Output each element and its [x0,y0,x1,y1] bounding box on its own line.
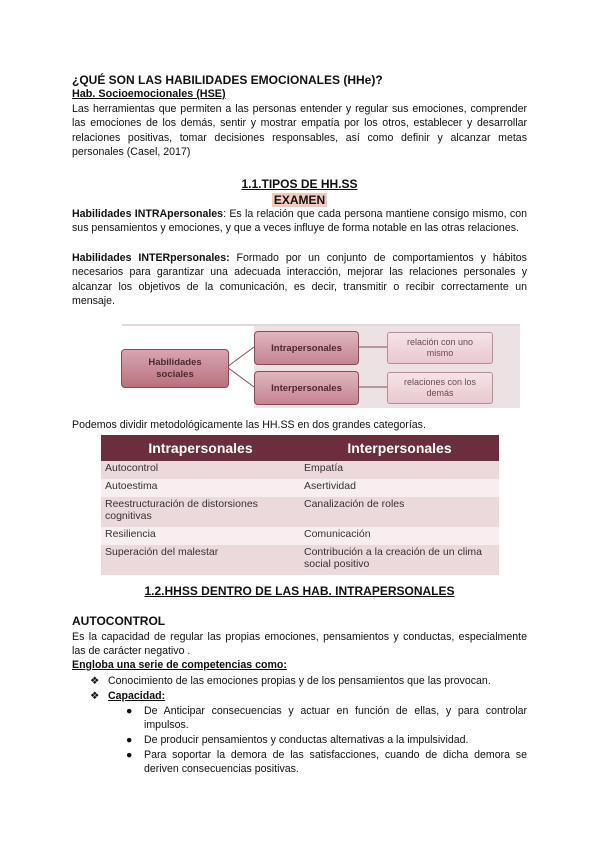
section-heading-intrapersonales: 1.2.HHSS DENTRO DE LAS HAB. INTRAPERSONALES [144,584,455,598]
diagram-desc-intra-text: relación con uno mismo [406,337,474,358]
page-title: ¿QUÉ SON LAS HABILIDADES EMOCIONALES (HHe)? [72,73,383,87]
diagram-desc-inter [387,372,493,404]
autocontrol-definition: Es la capacidad de regular las propias emociones, pensamientos y conductas, especialmente las de carácter negativo . [72,631,527,658]
inter-term: Habilidades INTERpersonales: [72,252,230,264]
table-header-row [101,435,499,461]
connector-intra [227,347,254,367]
list-item [90,689,527,703]
list-item [90,674,527,688]
table-header-intra: Intrapersonales [101,435,300,461]
engloba-label: Engloba una serie de competencias como: [72,659,287,671]
diagram-inter-label: Interpersonales [271,382,342,394]
table-intro: Podemos dividir metodológicamente las HH.SS en dos grandes categorías. [72,419,426,431]
table-row [101,527,499,545]
table-cell: Comunicación [300,527,499,545]
bullet-dot-icon: ● [126,749,133,761]
diagram-desc-intra [387,332,493,364]
diamond-bullet-icon: ❖ [90,690,100,702]
sub-list-item-text: Para soportar la demora de las satisfacciones, cuando de dicha demora se deriven consecuencias positivas. [144,749,527,776]
sub-list-item [126,704,527,733]
inter-text: Formado por un conjunto de comportamientos y hábitos necesarios para garantizar una adecuada interacción, mejorar las relaciones personales y alcanzar los objetivos de la comunicación, es decir, transmitir o recibir correctamente un mensaje. [72,252,527,308]
sub-list-item-text: De producir pensamientos y conductas alternativas a la impulsividad. [144,734,469,746]
subtitle: Hab. Socioemocionales (HSE) [72,88,226,100]
table-row [101,461,499,479]
bullet-dot-icon: ● [126,734,133,746]
table-cell: Superación del malestar [101,545,300,575]
table-cell: Empatía [300,461,499,479]
table-cell: Asertividad [300,479,499,497]
diagram-root-label: Habilidades sociales [148,356,202,380]
exam-tag: EXAMEN [273,193,326,207]
intra-text: : Es la relación que cada persona mantiene consigo mismo, con sus pensamientos y emociones, y que a veces influye de forma notable en las otras relaciones. [72,208,527,235]
sub-list-item [126,748,527,777]
bullet-dot-icon: ● [126,705,133,717]
diagram-root-node [121,349,229,388]
table-cell: Autoestima [101,479,300,497]
habilidades-table [101,435,499,575]
table-cell: Contribución a la creación de un clima social positivo [300,545,499,575]
diagram-node-intrapersonales [254,331,359,365]
autocontrol-heading: AUTOCONTROL [72,614,166,628]
capacidad-label: Capacidad: [108,690,166,702]
table-cell: Canalización de roles [300,497,499,527]
list-item-text: Conocimiento de las emociones propias y de los pensamientos que las provocan. [108,675,491,687]
sub-list-item [126,733,527,747]
table-row [101,479,499,497]
section-heading-tipos: 1.1.TIPOS DE HH.SS [241,177,358,191]
diagram-intra-label: Intrapersonales [271,342,342,354]
diagram-node-interpersonales [254,371,359,405]
connector-inter [227,367,254,387]
diagram-desc-inter-text: relaciones con los demás [403,377,477,398]
table-cell: Resiliencia [101,527,300,545]
table-cell: Autocontrol [101,461,300,479]
diamond-bullet-icon: ❖ [90,675,100,687]
table-row [101,497,499,527]
table-cell: Reestructuración de distorsiones cognitivas [101,497,300,527]
intra-term: Habilidades INTRApersonales [72,208,224,220]
table-header-inter: Interpersonales [300,435,499,461]
table-row [101,545,499,575]
sub-list-item-text: De Anticipar consecuencias y actuar en función de ellas, y para controlar impulsos. [144,705,527,732]
intro-paragraph: Las herramientas que permiten a las personas entender y regular sus emociones, comprender las emociones de los demás, sentir y mostrar empatía por los otros, establecer y desarrollar relaciones positivas, tomar decisiones responsables, así como definir y alcanzar metas personales (Casel, 2017) [72,103,527,159]
